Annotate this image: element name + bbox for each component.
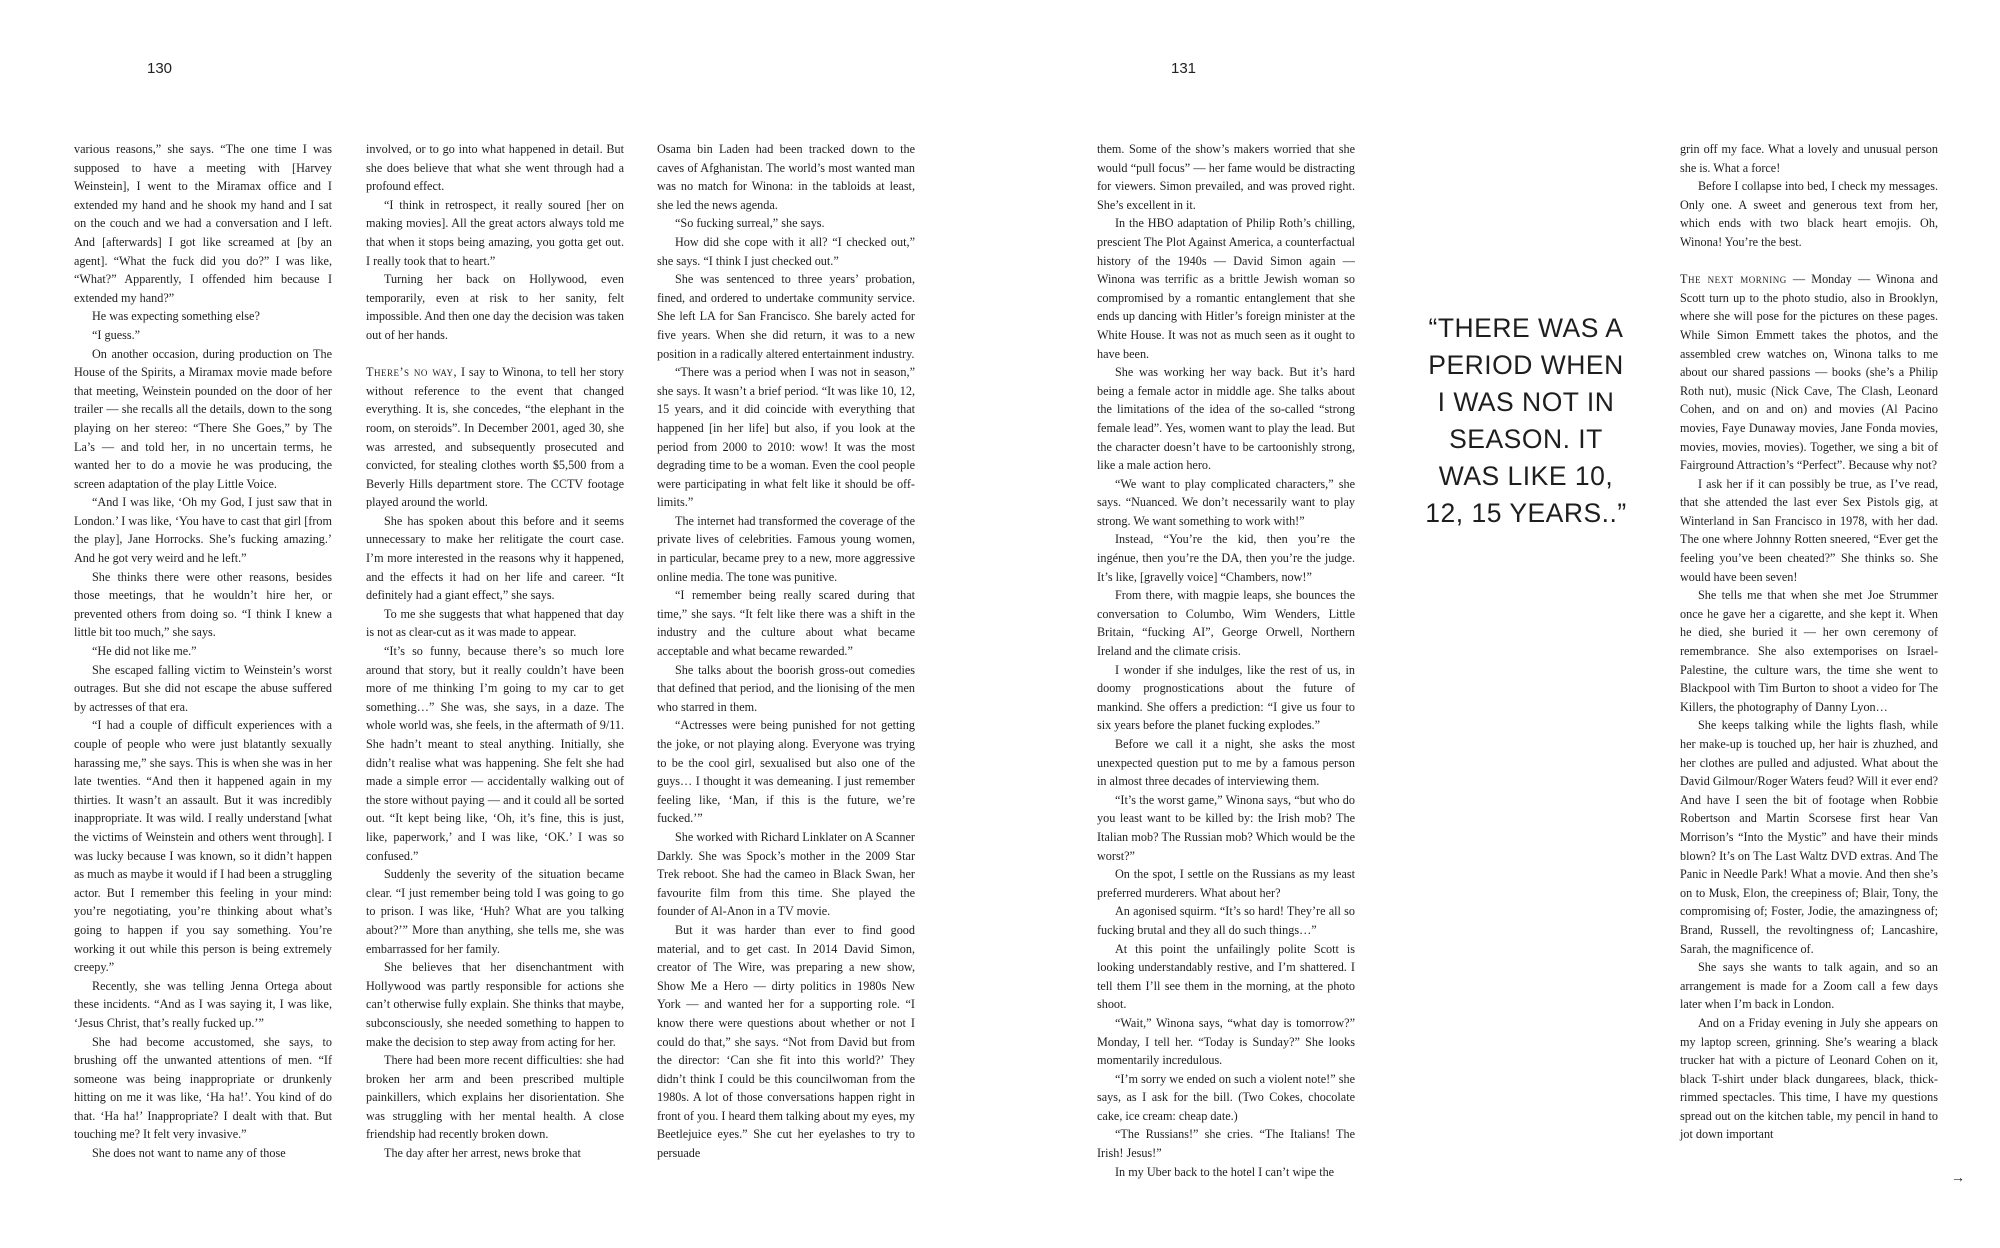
paragraph: In my Uber back to the hotel I can’t wipe the: [1115, 1164, 1335, 1179]
paragraph: She does not want to name any of those: [92, 1146, 286, 1161]
paragraph: “There was a period when I was not in season,” she says. It wasn’t a brief period. “It was like 10, 12, 15 years, and it did coincide with everything that happened [in her life] but also, if you look at the period from 2000 to 2010: wow! It was the most degrading time to be a woman. Even the cool people were participating in what felt like it should be off-limits.”: [657, 365, 915, 510]
section-lead-in: The next morning: [1680, 272, 1787, 287]
paragraph: She had become accustomed, she says, to brushing off the unwanted attentions of men. “If someone was being inappropriate or drunkenly hitting on me it was like, ‘Ha ha!’. You kind of do that. ‘Ha ha!’ Inappropriate? I dealt with that. But touching me? It felt very invasive.”: [74, 1034, 332, 1142]
paragraph: [1680, 270, 1938, 475]
pull-quote: “THERE WAS A PERIOD WHEN I WAS NOT IN SEASON. IT WAS LIKE 10, 12, 15 YEARS..”: [1425, 313, 1627, 528]
text-column-1: [74, 140, 332, 1163]
paragraph: At this point the unfailingly polite Scott is looking understandably restive, and I’m shattered. I tell them I’ll see them in the morning, at the photo shoot.: [1097, 941, 1355, 1012]
paragraph: From there, with magpie leaps, she bounces the conversation to Columbo, Wim Wenders, Little Britain, “fucking AI”, George Orwell, Northern Ireland and the climate crisis.: [1097, 588, 1355, 659]
paragraph: Turning her back on Hollywood, even temporarily, even at risk to her sanity, felt impossible. And then one day the decision was taken out of her hands.: [366, 272, 624, 342]
paragraph: On the spot, I settle on the Russians as my least preferred murderers. What about her?: [1097, 867, 1355, 900]
paragraph-text: I say to Winona, to tell her story without reference to the event that changed everything. It is, she concedes, “the elephant in the room, on steroids”. In December 2001, aged 30, she was arrested, and subsequently prosecuted and convicted, for stealing clothes worth $5,500 from a Beverly Hills department store. The CCTV footage played around the world.: [366, 365, 624, 510]
paragraph: “And I was like, ‘Oh my God, I just saw that in London.’ I was like, ‘You have to cast that girl [from the play], Jane Horrocks. She’s fucking amazing.’ And he got very weird and he left.”: [74, 495, 332, 566]
paragraph: There had been more recent difficulties: she had broken her arm and been prescribed multiple painkillers, which explains her disorientation. She was struggling with her mental health. A close friendship had recently broken down.: [366, 1053, 624, 1142]
paragraph: I wonder if she indulges, like the rest of us, in doomy prognostications about the future of mankind. She offers a prediction: “I give us four to six years before the planet fucking explodes.”: [1097, 662, 1355, 733]
paragraph: He was expecting something else?: [92, 309, 260, 324]
page-number-left: 130: [147, 60, 173, 77]
paragraph: [366, 363, 624, 512]
paragraph-text: — Monday — Winona and Scott turn up to the photo studio, also in Brooklyn, where she will pose for the pictures on these pages. While Simon Emmett takes the photos, and the assembled crew watches on, Winona talks to me about our shared passions — books (she’s a Philip Roth nut), music (Nick Cave, The Clash, Leonard Cohen, and on and on) and movies (Al Pacino movies, Faye Dunaway movies, Jane Fonda movies, movies, movies, movies). Together, we sing a bit of Fairground Attraction’s “Perfect”. Because why not?: [1680, 272, 1938, 473]
paragraph: To me she suggests that what happened that day is not as clear-cut as it was made to appear.: [366, 606, 624, 640]
paragraph: “It’s the worst game,” Winona says, “but who do you least want to be killed by: the Irish mob? The Italian mob? The Russian mob? Which would be the worst?”: [1097, 792, 1355, 863]
paragraph: She escaped falling victim to Weinstein’s worst outrages. But she did not escape the abuse suffered by actresses of that era.: [74, 662, 332, 714]
paragraph: She thinks there were other reasons, besides those meetings, that he wouldn’t hire her, or prevented others from doing so. “I think I knew a little bit too much,” she says.: [74, 569, 332, 640]
paragraph: But it was harder than ever to find good material, and to get cast. In 2014 David Simon, creator of The Wire, was preparing a new show, Show Me a Hero — dirty politics in 1980s New York — and wanted her for a supporting role. “I know there were questions about whether or not I could do that,” she says. “Not from David but from the director: ‘Can she fit into this world?’ They didn’t think I could be this councilwoman from the 1980s. A lot of those conversations happen right in front of you. I heard them talking about my eyes, my Beetlejuice eyes.” She cut her eyelashes to try to persuade: [657, 922, 915, 1161]
paragraph: She tells me that when she met Joe Strummer once he gave her a cigarette, and she kept it. When he died, she buried it — her own ceremony of remembrance. She also extemporises on Israel-Palestine, the culture wars, the time she went to Blackpool with Tim Burton to shoot a video for The Killers, the photography of Danny Lyon…: [1680, 588, 1938, 714]
paragraph: “The Russians!” she cries. “The Italians! The Irish! Jesus!”: [1097, 1127, 1355, 1161]
paragraph: She says she wants to talk again, and so an arrangement is made for a Zoom call a few days later when I’m back in London.: [1680, 960, 1938, 1012]
paragraph: “I think in retrospect, it really soured [her on making movies]. All the great actors always told me that when it stops being amazing, you gotta get out. I really took that to heart.”: [366, 197, 624, 268]
paragraph: “He did not like me.”: [92, 644, 197, 659]
paragraph: She was sentenced to three years’ probation, fined, and ordered to undertake community service. She left LA for San Francisco. She barely acted for five years. When she did return, it was to a new position in a radically altered entertainment industry.: [657, 272, 915, 361]
paragraph: On another occasion, during production on The House of the Spirits, a Miramax movie made before that meeting, Weinstein pounded on the door of her trailer — she recalls all the details, down to the song playing on her stereo: “There She Goes,” by The La’s — and told her, in no uncertain terms, he wanted her to do a movie he was producing, the screen adaptation of the play Little Voice.: [74, 346, 332, 491]
paragraph: Recently, she was telling Jenna Ortega about these incidents. “And as I was saying it, I was like, ‘Jesus Christ, that’s really fucked up.’”: [74, 978, 332, 1030]
text-column-3: [657, 140, 915, 1163]
paragraph: Before we call it a night, she asks the most unexpected question put to me by a famous person in almost three decades of interviewing them.: [1097, 737, 1355, 789]
paragraph: Instead, “You’re the kid, then you’re the ingénue, then you’re the DA, then you’re the judge. It’s like, [gravelly voice] “Chambers, now!”: [1097, 532, 1355, 584]
section-lead-in: There’s no way,: [366, 365, 458, 380]
paragraph: various reasons,” she says. “The one time I was supposed to have a meeting with [Harvey Weinstein], I went to the Miramax office and I extended my hand and he shook my hand and I sat on the couch and we had a conversation and I left. And [afterwards] I got like screamed at [by an agent]. “What the fuck did you do?” I was like, “What?” Apparently, I offended him because I extended my hand?”: [74, 142, 332, 305]
paragraph: “I’m sorry we ended on such a violent note!” she says, as I ask for the bill. (Two Cokes, chocolate cake, ice cream: cheap date.): [1097, 1071, 1355, 1123]
paragraph: The internet had transformed the coverage of the private lives of celebrities. Famous young women, in particular, became prey to a new, more aggressive online media. The tone was punitive.: [657, 513, 915, 584]
paragraph: “Wait,” Winona says, “what day is tomorrow?” Monday, I tell her. “Today is Sunday?” She looks momentarily incredulous.: [1097, 1015, 1355, 1068]
paragraph: “I guess.”: [92, 327, 141, 342]
text-column-4: [1097, 140, 1355, 1181]
paragraph: I ask her if it can possibly be true, as I’ve read, that she attended the last ever Sex Pistols gig, at Winterland in San Francisco in 1978, with her dad. The one where Johnny Rotten sneered, “Ever get the feeling you’ve been cheated?” She thinks so. She would have been seven!: [1680, 476, 1938, 584]
paragraph: “Actresses were being punished for not getting the joke, or not playing along. Everyone was trying to be the cool girl, sexualised but also one of the guys… I thought it was demeaning. I just remember feeling like, ‘Man, if this is the future, we’re fucked.’”: [657, 718, 915, 826]
paragraph: involved, or to go into what happened in detail. But she does believe that what she went through had a profound effect.: [366, 142, 624, 194]
paragraph: An agonised squirm. “It’s so hard! They’re all so fucking brutal and they all do such things…”: [1097, 904, 1355, 937]
paragraph: She talks about the boorish gross-out comedies that defined that period, and the lionising of the men who starred in them.: [657, 662, 915, 714]
page-number-right: 131: [1171, 60, 1197, 77]
paragraph: them. Some of the show’s makers worried that she would “pull focus” — her fame would be distracting for viewers. Simon prevailed, and was proved right. She’s excellent in it.: [1097, 142, 1355, 212]
paragraph: Suddenly the severity of the situation became clear. “I just remember being told I was going to go to prison. I was like, ‘Huh? What are you talking about?’” More than anything, she tells me, she was embarrassed for her family.: [366, 867, 624, 956]
paragraph: “I had a couple of difficult experiences with a couple of people who were just blatantly sexually harassing me,” she says. This is when she was in her late twenties. “And then it happened again in my thirties. It wasn’t an assault. But it was incredibly inappropriate. It was wild. I really understand [what the victims of Weinstein and others went through]. I was lucky because I was known, so it didn’t happen as much as maybe it would if I had been a struggling actor. But I remember this feeling in your mind: you’re negotiating, you’re thinking about what’s going to happen if you say something. You’re working it out while this person is being extremely creepy.”: [74, 718, 332, 975]
paragraph: And on a Friday evening in July she appears on my laptop screen, grinning. She’s wearing a black trucker hat with a picture of Leonard Cohen on it, black T-shirt under black dungarees, black, thick-rimmed spectacles. This time, I have my questions spread out on the kitchen table, my pencil in hand to jot down important: [1680, 1015, 1938, 1142]
paragraph: Before I collapse into bed, I check my messages. Only one. A sweet and generous text from her, which ends with two black heart emojis. Oh, Winona! You’re the best.: [1680, 179, 1938, 249]
paragraph: She was working her way back. But it’s hard being a female actor in middle age. She talks about the limitations of the idea of the so-called “strong female lead”. Yes, women want to play the lead. But the character doesn’t have to be cartoonishly strong, like a male action hero.: [1097, 365, 1355, 473]
continue-arrow-icon: →: [1951, 1169, 1965, 1185]
paragraph: grin off my face. What a lovely and unusual person she is. What a force!: [1680, 142, 1938, 175]
paragraph: “We want to play complicated characters,” she says. “Nuanced. We don’t necessarily want to play strong. We want something to work with!”: [1097, 476, 1355, 528]
paragraph: She keeps talking while the lights flash, while her make-up is touched up, her hair is zhuzhed, and her clothes are pulled and adjusted. What about the David Gilmour/Roger Waters feud? Will it ever end? And have I seen the bit of footage when Robbie Robertson and Martin Scorsese first hear Van Morrison’s “Into the Mystic” and have their minds blown? It’s on The Last Waltz DVD extras. And The Panic in Needle Park! What a movie. And then she’s on to Musk, Elon, the creepiness of; Blair, Tony, the compromising of; Foster, Jodie, the amazingness of; Brand, Russell, the revoltingness of; Lancashire, Sarah, the magnificence of.: [1680, 718, 1938, 956]
paragraph: Osama bin Laden had been tracked down to the caves of Afghanistan. The world’s most wanted man was no match for Winona: in the tabloids at least, she led the news agenda.: [657, 142, 915, 212]
paragraph: She worked with Richard Linklater on A Scanner Darkly. She was Spock’s mother in the 2009 Star Trek reboot. She had the cameo in Black Swan, her favourite film from this time. She played the founder of Al-Anon in a TV movie.: [657, 829, 915, 919]
text-column-2: [366, 140, 624, 1163]
paragraph: She has spoken about this before and it seems unnecessary to make her relitigate the court case. I’m more interested in the reasons why it happened, and the effects it had on her life and career. “It definitely had a giant effect,” she says.: [366, 513, 624, 603]
paragraph: In the HBO adaptation of Philip Roth’s chilling, prescient The Plot Against America, a counterfactual history of the 1940s — David Simon again — Winona was terrific as a brittle Jewish woman so compromised by a romantic entanglement that she ends up dancing with Hitler’s foreign minister at the White House. It was not as much seen as it ought to have been.: [1097, 216, 1355, 361]
paragraph: She believes that her disenchantment with Hollywood was partly responsible for actions she can’t otherwise fully explain. She thinks that maybe, subconsciously, she needed something to happen to make the decision to step away from acting for her.: [366, 960, 624, 1049]
text-column-5: [1680, 140, 1938, 1144]
paragraph: The day after her arrest, news broke that: [384, 1146, 581, 1161]
paragraph: “So fucking surreal,” she says.: [675, 216, 825, 231]
paragraph: “I remember being really scared during that time,” she says. “It felt like there was a shift in the industry and the culture about what became acceptable and what became rewarded.”: [657, 588, 915, 659]
paragraph: How did she cope with it all? “I checked out,” she says. “I think I just checked out.”: [657, 234, 915, 268]
paragraph: “It’s so funny, because there’s so much lore around that story, but it really couldn’t have been more of me thinking I’m going to my car to get something…” She was, she says, in a daze. The whole world was, she feels, in the aftermath of 9/11. She hadn’t meant to steal anything. Initially, she didn’t realise what was happening. She felt she had made a simple error — accidentally walking out of the store without paying — and it could all be sorted out. “It kept being like, ‘Oh, it’s fine, this is just, like, paperwork,’ and I was like, ‘OK.’ I was so confused.”: [366, 644, 624, 863]
